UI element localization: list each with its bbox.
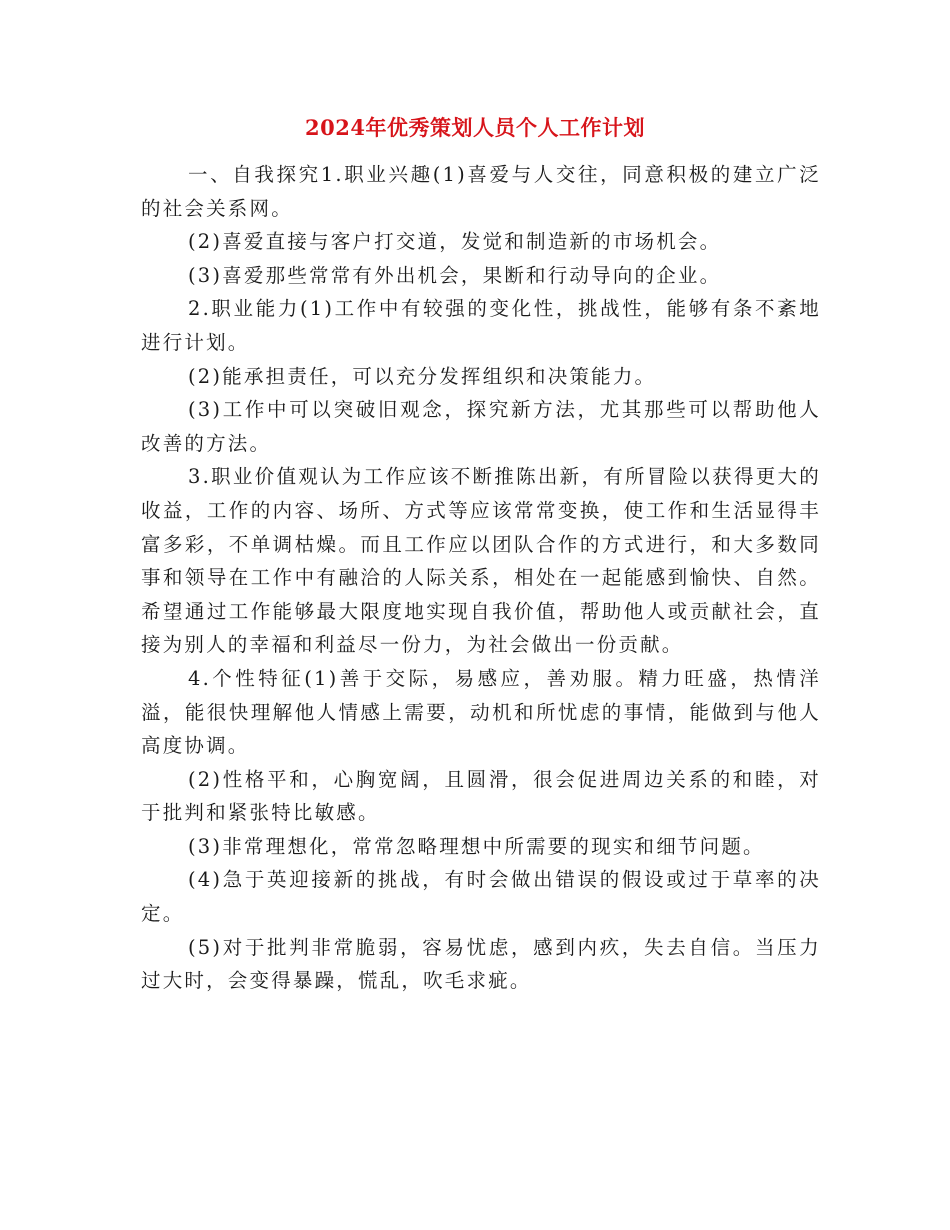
paragraph-self-exploration-interest-1: 一、自我探究1.职业兴趣(1)喜爱与人交往，同意积极的建立广泛的社会关系网。	[141, 163, 821, 220]
paragraph-personality-5: (5)对于批判非常脆弱，容易忧虑，感到内疚，失去自信。当压力过大时，会变得暴躁，慌乱，吹毛求疵。	[141, 935, 821, 993]
paragraph-personality-1: 4.个性特征(1)善于交际，易感应，善劝服。精力旺盛，热情洋溢，能很快理解他人情感上需要，动机和所忧虑的事情，能做到与他人高度协调。	[141, 666, 821, 758]
paragraph-ability-2: (2)能承担责任，可以充分发挥组织和决策能力。	[188, 364, 657, 388]
paragraph-values: 3.职业价值观认为工作应该不断推陈出新，有所冒险以获得更大的收益，工作的内容、场所、方式等应该常常变换，使工作和生活显得丰富多彩，不单调枯燥。而且工作应以团队合作的方式进行，和大多数同事和领导在工作中有融洽的人际关系，相处在一起能感到愉快、自然。希望通过工作能够最大限度地实现自我价值，帮助他人或贡献社会，直接为别人的幸福和利益尽一份力，为社会做出一份贡献。	[141, 465, 821, 657]
paragraph-interest-3: (3)喜爱那些常常有外出机会，果断和行动导向的企业。	[188, 263, 722, 287]
document-body	[141, 158, 821, 998]
paragraph-personality-3: (3)非常理想化，常常忽略理想中所需要的现实和细节问题。	[188, 834, 765, 858]
document-title: 2024年优秀策划人员个人工作计划	[305, 115, 645, 140]
paragraph-ability-1: 2.职业能力(1)工作中有较强的变化性，挑战性，能够有条不紊地进行计划。	[141, 297, 821, 354]
paragraph-interest-2: (2)喜爱直接与客户打交道，发觉和制造新的市场机会。	[188, 230, 722, 254]
paragraph-ability-3: (3)工作中可以突破旧观念，探究新方法，尤其那些可以帮助他人改善的方法。	[141, 398, 821, 455]
paragraph-personality-2: (2)性格平和，心胸宽阔，且圆滑，很会促进周边关系的和睦，对于批判和紧张特比敏感。	[141, 767, 821, 825]
paragraph-personality-4: (4)急于英迎接新的挑战，有时会做出错误的假设或过于草率的决定。	[141, 868, 821, 926]
